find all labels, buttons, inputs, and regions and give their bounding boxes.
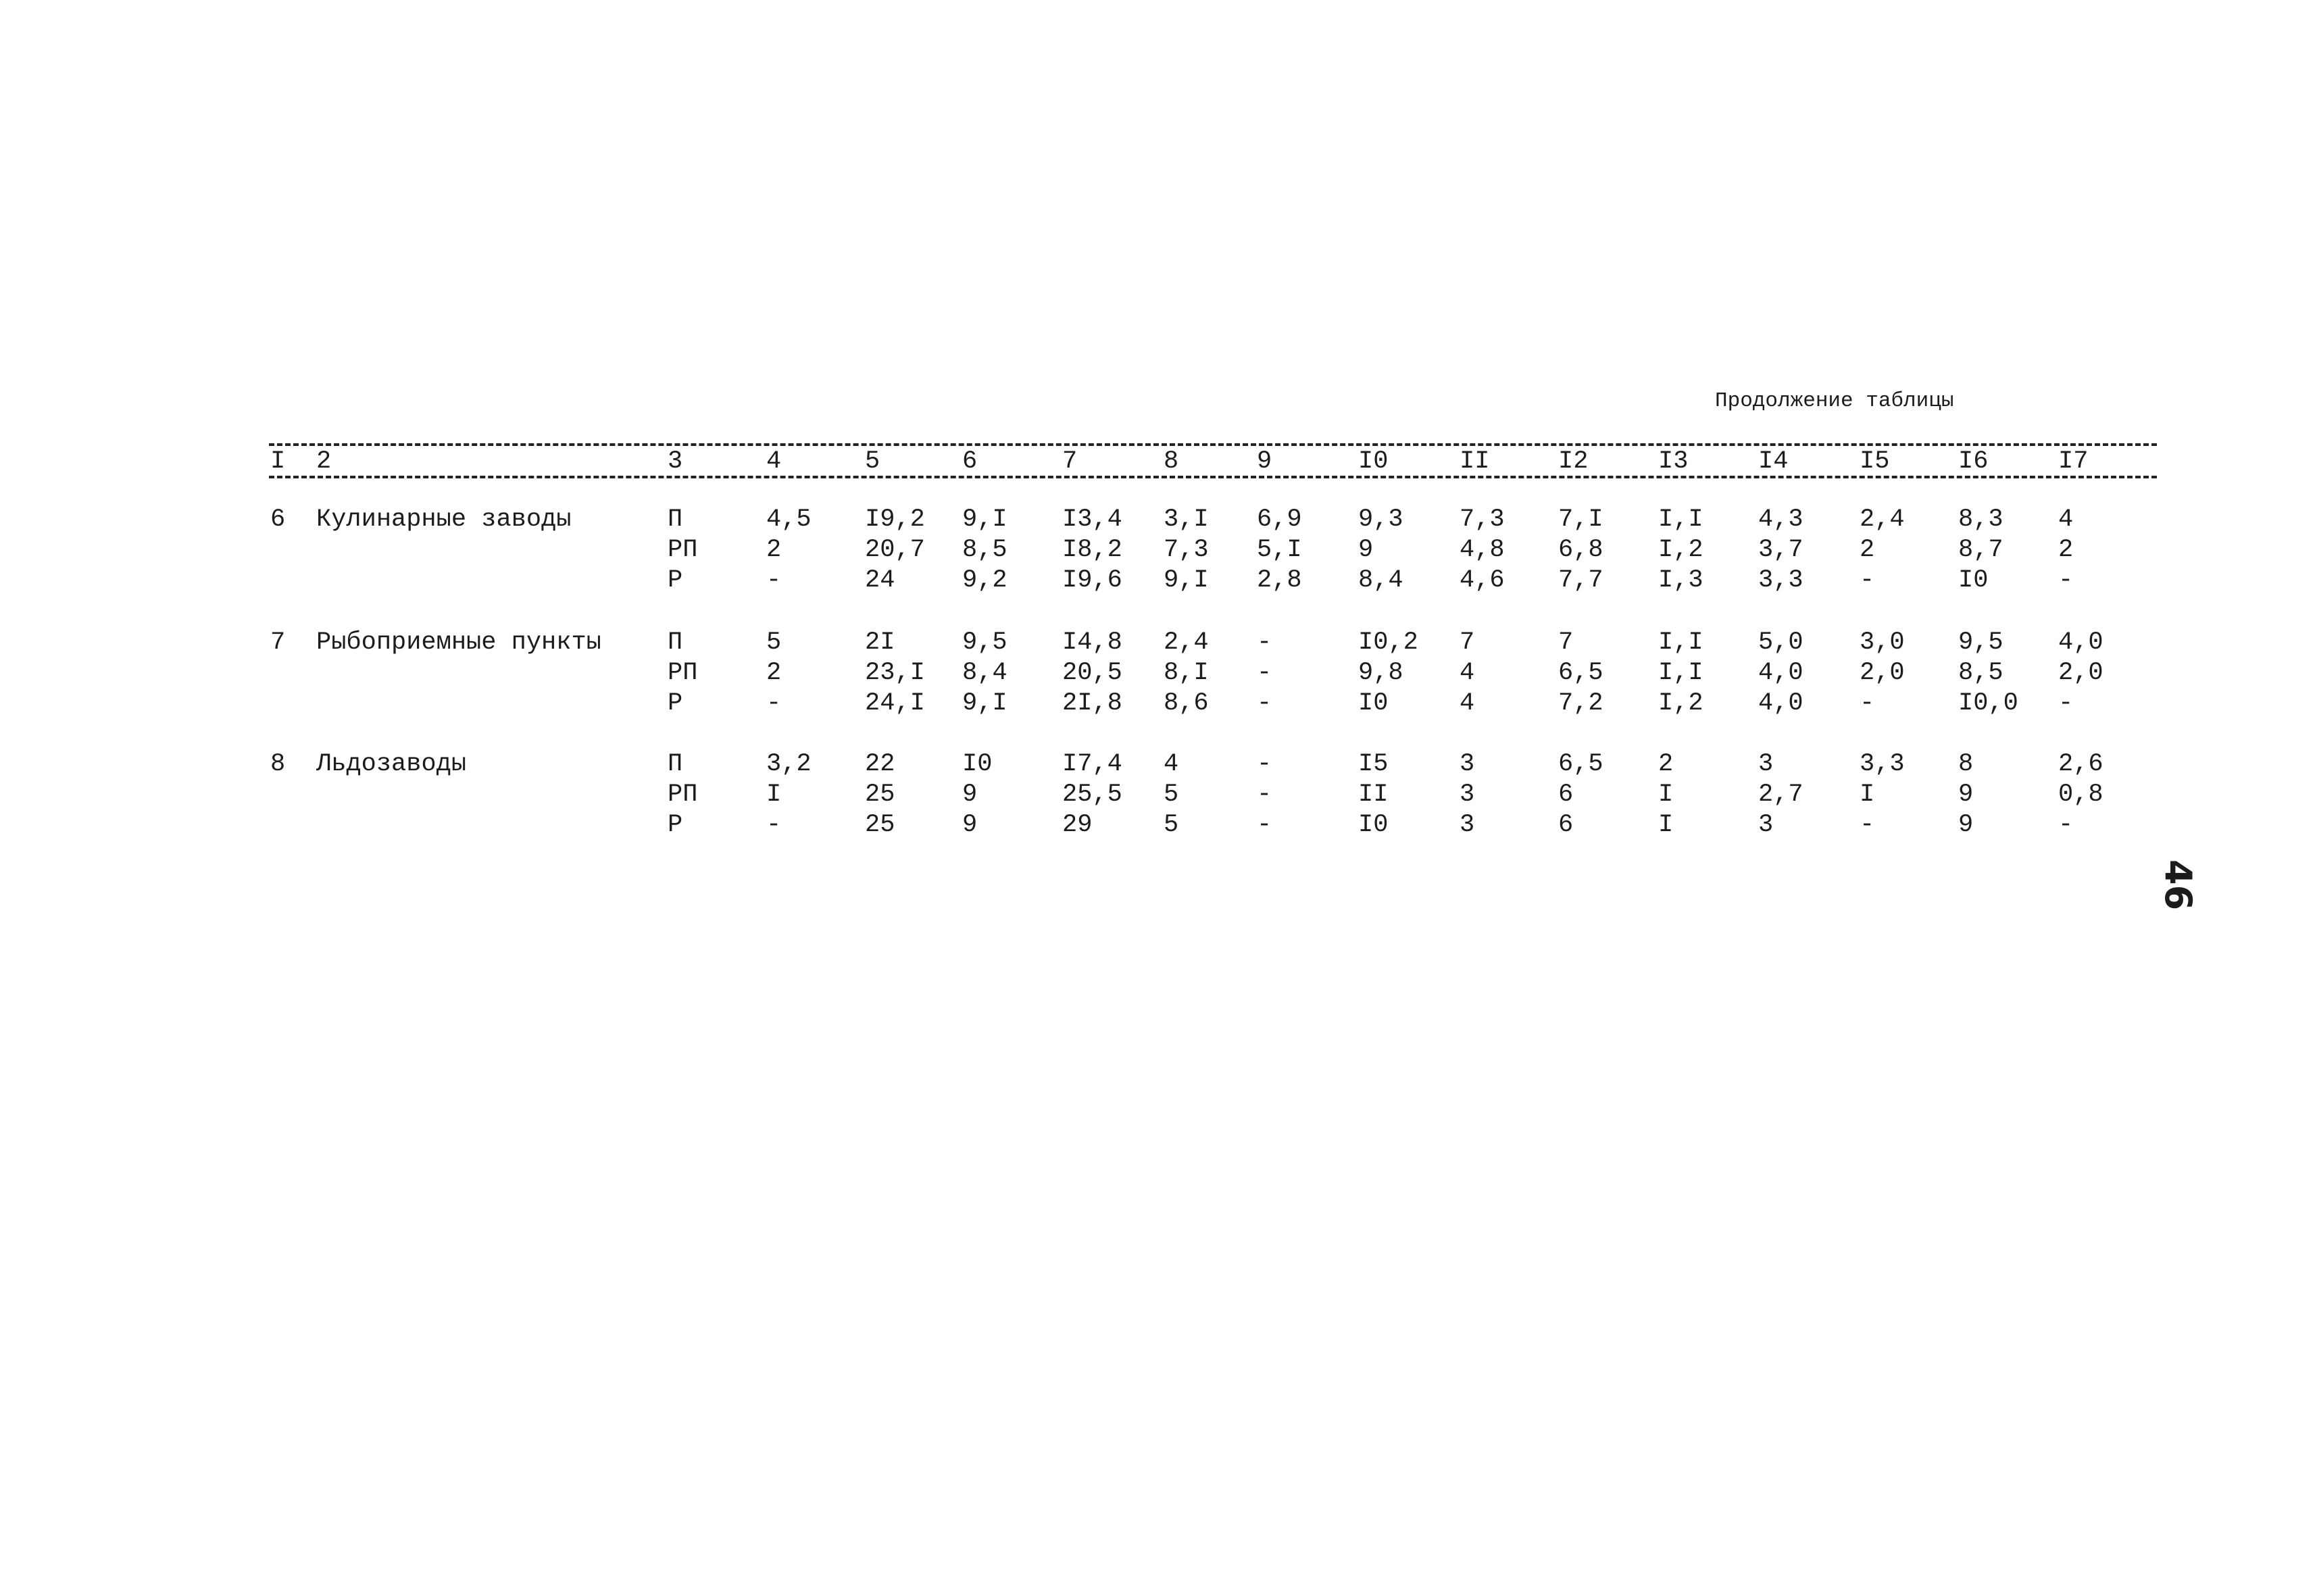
row-type: Р bbox=[668, 689, 683, 718]
row-type: П bbox=[668, 628, 683, 657]
table-cell: - bbox=[1257, 750, 1272, 778]
table-cell: - bbox=[1257, 811, 1272, 839]
table-cell: 3,I bbox=[1164, 505, 1209, 534]
table-cell: 2 bbox=[1658, 750, 1674, 778]
table-cell: 8,7 bbox=[1958, 536, 2003, 564]
table-cell: 2,4 bbox=[1164, 628, 1209, 657]
group-number: 7 bbox=[270, 628, 286, 657]
table-cell: 3,3 bbox=[1758, 566, 1803, 595]
table-cell: 2,8 bbox=[1257, 566, 1302, 595]
table-cell: 9,5 bbox=[1958, 628, 2003, 657]
header-dashed-line-top bbox=[269, 443, 2157, 446]
table-cell: 0,8 bbox=[2058, 780, 2104, 809]
table-cell: - bbox=[2058, 689, 2074, 718]
page-number: 46 bbox=[2157, 859, 2199, 911]
header-col-7: 7 bbox=[1062, 447, 1078, 476]
table-cell: 7 bbox=[1460, 628, 1475, 657]
table-cell: 3,3 bbox=[1860, 750, 1905, 778]
table-cell: 5,0 bbox=[1758, 628, 1803, 657]
table-cell: 25,5 bbox=[1062, 780, 1122, 809]
table-cell: 3 bbox=[1758, 750, 1774, 778]
table-cell: - bbox=[2058, 566, 2074, 595]
header-col-5: 5 bbox=[865, 447, 880, 476]
table-cell: 9 bbox=[1958, 780, 1974, 809]
table-cell: 23,I bbox=[865, 659, 925, 687]
table-cell: 9,I bbox=[962, 689, 1007, 718]
table-cell: I9,2 bbox=[865, 505, 925, 534]
table-cell: I bbox=[1658, 780, 1674, 809]
table-cell: 4,3 bbox=[1758, 505, 1803, 534]
table-cell: I8,2 bbox=[1062, 536, 1122, 564]
header-col-4: 4 bbox=[766, 447, 782, 476]
table-cell: 2I,8 bbox=[1062, 689, 1122, 718]
table-cell: 2,7 bbox=[1758, 780, 1803, 809]
table-cell: I4,8 bbox=[1062, 628, 1122, 657]
table-cell: 20,7 bbox=[865, 536, 925, 564]
table-cell: 5 bbox=[1164, 811, 1179, 839]
table-cell: 24 bbox=[865, 566, 895, 595]
row-type: Р bbox=[668, 566, 683, 595]
table-cell: 7 bbox=[1558, 628, 1574, 657]
header-col-3: 3 bbox=[668, 447, 683, 476]
header-col-11: II bbox=[1460, 447, 1490, 476]
table-cell: I,I bbox=[1658, 659, 1703, 687]
table-cell: 6,9 bbox=[1257, 505, 1302, 534]
table-cell: 4,0 bbox=[2058, 628, 2104, 657]
group-number: 8 bbox=[270, 750, 286, 778]
table-cell: 4 bbox=[2058, 505, 2074, 534]
table-cell: 4 bbox=[1164, 750, 1179, 778]
table-cell: - bbox=[766, 566, 782, 595]
table-cell: I0 bbox=[962, 750, 993, 778]
table-cell: 2 bbox=[766, 659, 782, 687]
header-col-12: I2 bbox=[1558, 447, 1589, 476]
table-cell: 3,0 bbox=[1860, 628, 1905, 657]
header-col-17: I7 bbox=[2058, 447, 2089, 476]
table-cell: 9 bbox=[1358, 536, 1374, 564]
row-type: П bbox=[668, 750, 683, 778]
row-type: РП bbox=[668, 659, 698, 687]
row-type: П bbox=[668, 505, 683, 534]
table-cell: 9,5 bbox=[962, 628, 1007, 657]
header-col-8: 8 bbox=[1164, 447, 1179, 476]
table-cell: 4 bbox=[1460, 689, 1475, 718]
table-cell: I,I bbox=[1658, 505, 1703, 534]
table-cell: 3 bbox=[1758, 811, 1774, 839]
table-cell: 3,7 bbox=[1758, 536, 1803, 564]
table-cell: 8,4 bbox=[962, 659, 1007, 687]
table-cell: 7,I bbox=[1558, 505, 1603, 534]
table-cell: 25 bbox=[865, 780, 895, 809]
table-cell: I,2 bbox=[1658, 536, 1703, 564]
header-col-6: 6 bbox=[962, 447, 978, 476]
table-cell: - bbox=[1257, 628, 1272, 657]
group-number: 6 bbox=[270, 505, 286, 534]
table-cell: 6,8 bbox=[1558, 536, 1603, 564]
table-cell: - bbox=[1257, 780, 1272, 809]
group-name: Рыбоприемные пункты bbox=[316, 628, 601, 657]
table-cell: 2,0 bbox=[2058, 659, 2104, 687]
table-cell: - bbox=[766, 689, 782, 718]
table-cell: 8,5 bbox=[962, 536, 1007, 564]
table-cell: 7,7 bbox=[1558, 566, 1603, 595]
table-cell: 4,0 bbox=[1758, 689, 1803, 718]
table-cell: 9 bbox=[962, 811, 978, 839]
table-cell: 22 bbox=[865, 750, 895, 778]
table-cell: 4,8 bbox=[1460, 536, 1505, 564]
table-cell: 7,3 bbox=[1460, 505, 1505, 534]
table-cell: - bbox=[1860, 566, 1875, 595]
table-cell: 7,3 bbox=[1164, 536, 1209, 564]
table-cell: 8,6 bbox=[1164, 689, 1209, 718]
row-type: РП bbox=[668, 536, 698, 564]
table-cell: - bbox=[766, 811, 782, 839]
table-cell: - bbox=[1860, 811, 1875, 839]
table-cell: 6,5 bbox=[1558, 659, 1603, 687]
table-cell: I,2 bbox=[1658, 689, 1703, 718]
header-col-1: I bbox=[270, 447, 286, 476]
header-col-9: 9 bbox=[1257, 447, 1272, 476]
table-cell: I7,4 bbox=[1062, 750, 1122, 778]
table-cell: 9 bbox=[1958, 811, 1974, 839]
row-type: Р bbox=[668, 811, 683, 839]
table-cell: 2,6 bbox=[2058, 750, 2104, 778]
table-cell: 9,2 bbox=[962, 566, 1007, 595]
header-col-14: I4 bbox=[1758, 447, 1789, 476]
table-cell: II bbox=[1358, 780, 1389, 809]
table-cell: 4,5 bbox=[766, 505, 812, 534]
table-cell: 6 bbox=[1558, 780, 1574, 809]
table-cell: 2 bbox=[766, 536, 782, 564]
table-cell: 2,4 bbox=[1860, 505, 1905, 534]
header-col-2: 2 bbox=[316, 447, 332, 476]
table-cell: I,3 bbox=[1658, 566, 1703, 595]
table-cell: 6 bbox=[1558, 811, 1574, 839]
table-cell: 9,3 bbox=[1358, 505, 1403, 534]
table-cell: - bbox=[1257, 659, 1272, 687]
table-cell: 8,I bbox=[1164, 659, 1209, 687]
table-cell: 29 bbox=[1062, 811, 1093, 839]
table-cell: 3 bbox=[1460, 811, 1475, 839]
group-name: Льдозаводы bbox=[316, 750, 467, 778]
table-cell: I3,4 bbox=[1062, 505, 1122, 534]
table-cell: 3 bbox=[1460, 780, 1475, 809]
row-type: РП bbox=[668, 780, 698, 809]
table-cell: 8 bbox=[1958, 750, 1974, 778]
table-cell: 9,8 bbox=[1358, 659, 1403, 687]
header-col-10: I0 bbox=[1358, 447, 1389, 476]
table-cell: - bbox=[1860, 689, 1875, 718]
table-cell: I0 bbox=[1958, 566, 1989, 595]
table-cell: 9,I bbox=[962, 505, 1007, 534]
header-col-15: I5 bbox=[1860, 447, 1890, 476]
table-cell: 4 bbox=[1460, 659, 1475, 687]
table-cell: 8,3 bbox=[1958, 505, 2003, 534]
table-cell: I,I bbox=[1658, 628, 1703, 657]
table-caption: Продолжение таблицы bbox=[1715, 389, 1954, 413]
table-cell: 9 bbox=[962, 780, 978, 809]
table-cell: I0,0 bbox=[1958, 689, 2018, 718]
header-col-13: I3 bbox=[1658, 447, 1689, 476]
table-cell: I bbox=[766, 780, 782, 809]
table-cell: 2 bbox=[1860, 536, 1875, 564]
table-cell: I bbox=[1658, 811, 1674, 839]
table-cell: I bbox=[1860, 780, 1875, 809]
table-cell: 6,5 bbox=[1558, 750, 1603, 778]
table-cell: 5 bbox=[1164, 780, 1179, 809]
table-cell: 25 bbox=[865, 811, 895, 839]
table-cell: 4,0 bbox=[1758, 659, 1803, 687]
table-cell: 4,6 bbox=[1460, 566, 1505, 595]
header-col-16: I6 bbox=[1958, 447, 1989, 476]
table-cell: 20,5 bbox=[1062, 659, 1122, 687]
table-cell: I0 bbox=[1358, 689, 1389, 718]
table-cell: 2 bbox=[2058, 536, 2074, 564]
table-cell: 3,2 bbox=[766, 750, 812, 778]
table-cell: I0,2 bbox=[1358, 628, 1418, 657]
table-cell: 2I bbox=[865, 628, 895, 657]
table-cell: 24,I bbox=[865, 689, 925, 718]
table-cell: - bbox=[1257, 689, 1272, 718]
group-name: Кулинарные заводы bbox=[316, 505, 572, 534]
table-cell: 7,2 bbox=[1558, 689, 1603, 718]
table-cell: - bbox=[2058, 811, 2074, 839]
table-cell: 9,I bbox=[1164, 566, 1209, 595]
table-cell: I5 bbox=[1358, 750, 1389, 778]
table-cell: 3 bbox=[1460, 750, 1475, 778]
table-cell: 5 bbox=[766, 628, 782, 657]
table-cell: 8,5 bbox=[1958, 659, 2003, 687]
table-cell: 5,I bbox=[1257, 536, 1302, 564]
table-cell: I9,6 bbox=[1062, 566, 1122, 595]
table-cell: I0 bbox=[1358, 811, 1389, 839]
table-cell: 2,0 bbox=[1860, 659, 1905, 687]
header-dashed-line-bottom bbox=[269, 476, 2157, 478]
table-cell: 8,4 bbox=[1358, 566, 1403, 595]
